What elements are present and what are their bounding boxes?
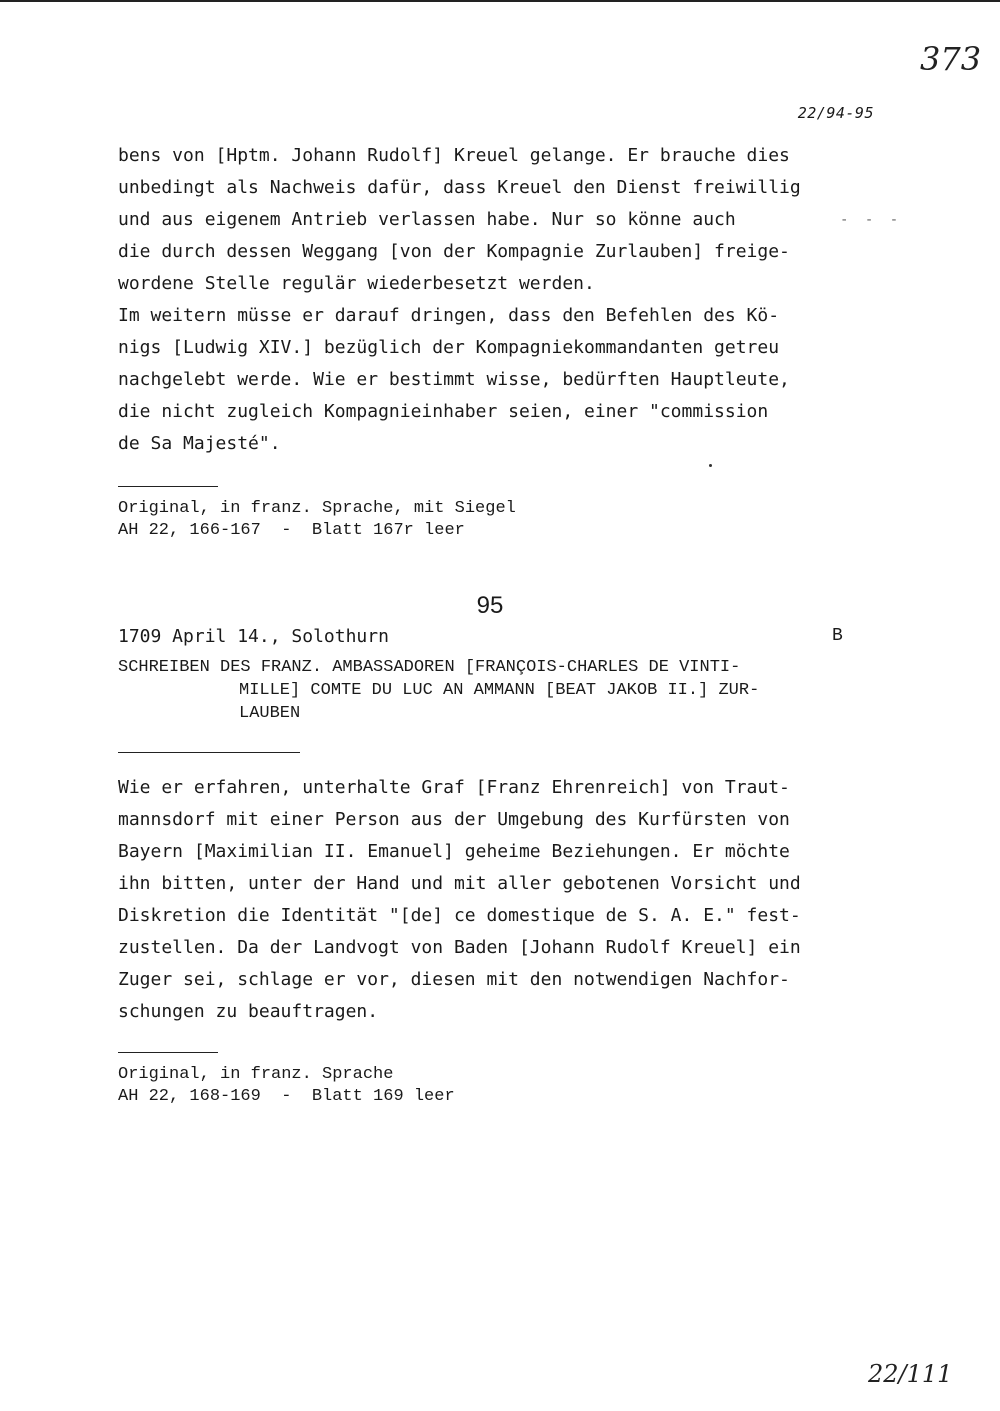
text-line: de Sa Majesté".: [118, 433, 281, 454]
text-line: die durch dessen Weggang [von der Kompagnie Zurlauben] freige-: [118, 241, 790, 262]
document-number: 95: [476, 592, 504, 619]
page-top-border: [0, 0, 1000, 2]
handwritten-page-number: 373: [920, 40, 982, 78]
heading-divider: [118, 752, 300, 753]
text-line: ihn bitten, unter der Hand und mit aller gebotenen Vorsicht und: [118, 873, 801, 894]
document-reference: 22/94-95: [797, 104, 874, 122]
text-line: schungen zu beauftragen.: [118, 1001, 379, 1022]
source-note-94: [118, 498, 516, 542]
text-line: Zuger sei, schlage er vor, diesen mit den notwendigen Nachfor-: [118, 969, 790, 990]
note-divider: [118, 1052, 218, 1053]
text-line: die nicht zugleich Kompagnieinhaber seien, einer "commission: [118, 401, 769, 422]
document-class: B: [832, 626, 843, 646]
note-line: AH 22, 166-167 - Blatt 167r leer: [118, 521, 465, 540]
text-line: mannsdorf mit einer Person aus der Umgebung des Kurfürsten von: [118, 809, 790, 830]
text-line: und aus eigenem Antrieb verlassen habe. Nur so könne auch: [118, 209, 736, 230]
text-line: bens von [Hptm. Johann Rudolf] Kreuel gelange. Er brauche dies: [118, 145, 790, 166]
text-line: wordene Stelle regulär wiederbesetzt werden.: [118, 273, 595, 294]
heading-line: MILLE] COMTE DU LUC AN AMMANN [BEAT JAKOB II.] ZUR-: [239, 681, 760, 700]
note-line: Original, in franz. Sprache, mit Siegel: [118, 499, 516, 518]
note-line: Original, in franz. Sprache: [118, 1065, 394, 1084]
document-heading: [118, 656, 878, 725]
text-line: nachgelebt werde. Wie er bestimmt wisse, bedürften Hauptleute,: [118, 369, 790, 390]
stray-dot: [709, 464, 712, 467]
text-line: Im weitern müsse er darauf dringen, dass den Befehlen des Kö-: [118, 305, 780, 326]
paragraph-continuation: [118, 140, 878, 300]
note-divider: [118, 486, 218, 487]
text-line: zustellen. Da der Landvogt von Baden [Johann Rudolf Kreuel] ein: [118, 937, 801, 958]
note-line: AH 22, 168-169 - Blatt 169 leer: [118, 1087, 455, 1106]
text-line: nigs [Ludwig XIV.] bezüglich der Kompagniekommandanten getreu: [118, 337, 780, 358]
heading-line: SCHREIBEN DES FRANZ. AMBASSADOREN [FRANÇOIS-CHARLES DE VINTI-: [118, 658, 741, 677]
text-line: unbedingt als Nachweis dafür, dass Kreuel den Dienst freiwillig: [118, 177, 801, 198]
stray-dash-marks: - - -: [840, 212, 903, 228]
paragraph-kings-orders: [118, 300, 878, 460]
document-dateline: 1709 April 14., Solothurn: [118, 626, 389, 647]
handwritten-folio: 22/111: [868, 1360, 953, 1388]
text-line: Bayern [Maximilian II. Emanuel] geheime Beziehungen. Er möchte: [118, 841, 790, 862]
source-note-95: [118, 1064, 455, 1108]
heading-line: LAUBEN: [239, 704, 301, 723]
text-line: Wie er erfahren, unterhalte Graf [Franz Ehrenreich] von Traut-: [118, 777, 790, 798]
paragraph-summary-95: [118, 772, 878, 1028]
text-line: Diskretion die Identität "[de] ce domestique de S. A. E." fest-: [118, 905, 801, 926]
